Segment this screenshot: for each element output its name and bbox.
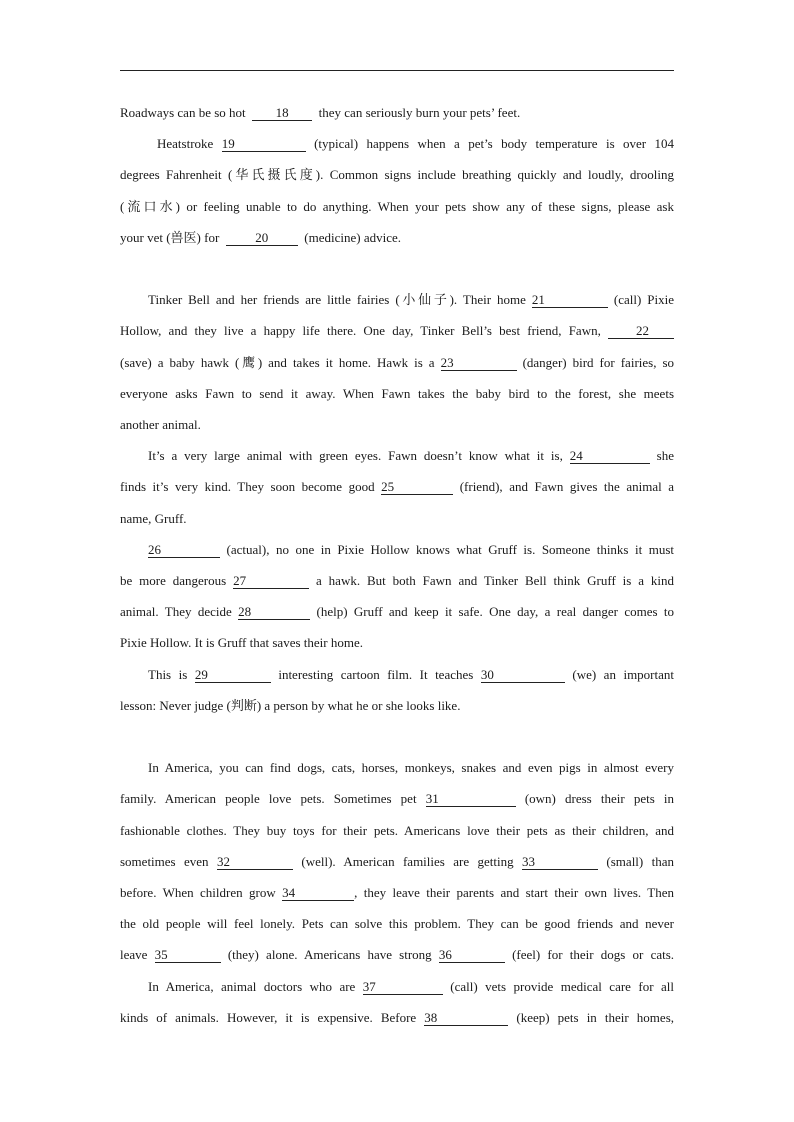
text-line — [120, 347, 674, 378]
text-line: (流口水) or feeling unable to do anything. When your pets show any of these signs, please ask — [120, 198, 674, 214]
text-line — [120, 222, 674, 253]
text-line — [120, 97, 674, 128]
text-segment: , they leave their parents and start their own lives. Then — [354, 885, 674, 901]
blank-34: 34 — [282, 886, 354, 901]
blank-28: 28 — [238, 605, 310, 620]
text-line — [120, 471, 674, 502]
text-segment: (danger) bird for fairies, so — [522, 354, 675, 370]
text-segment: (we) an important — [572, 666, 675, 682]
text-line — [120, 846, 674, 877]
text-segment: (actual), no one in Pixie Hollow knows what Gruff is. Someone thinks it must — [226, 541, 674, 557]
blank-25: 25 — [381, 480, 453, 495]
blank-38: 38 — [424, 1011, 508, 1026]
blank-35: 35 — [155, 948, 221, 963]
text-segment: (help) Gruff and keep it safe. One day, a real danger comes to — [316, 604, 675, 620]
text-line — [120, 128, 674, 159]
text-segment: she — [656, 448, 675, 464]
text-line: In America, you can find dogs, cats, horses, monkeys, snakes and even pigs in almost every — [148, 760, 674, 776]
text-line: Pixie Hollow. It is Gruff that saves their home. — [120, 635, 363, 651]
blank-19: 19 — [222, 137, 306, 152]
text-segment: family. American people love pets. Sometimes pet — [120, 791, 417, 807]
text-line — [120, 971, 674, 1002]
text-segment: This is — [148, 666, 188, 682]
blank-30: 30 — [481, 668, 565, 683]
text-line — [120, 315, 674, 346]
text-segment: they can seriously burn your pets’ feet. — [318, 105, 521, 120]
text-segment: (call) Pixie — [613, 292, 674, 308]
blank-24: 24 — [570, 449, 650, 464]
blank-32: 32 — [217, 855, 293, 870]
text-segment: kinds of animals. However, it is expensive. Before — [120, 1009, 417, 1025]
blank-21: 21 — [532, 293, 608, 308]
header-rule — [120, 70, 674, 71]
text-line — [120, 939, 674, 970]
text-segment: (typical) happens when a pet’s body temperature is over 104 — [314, 136, 675, 152]
text-line — [120, 1002, 674, 1033]
blank-27: 27 — [233, 574, 309, 589]
text-line — [120, 284, 674, 315]
text-segment: your vet (兽医) for — [120, 229, 220, 245]
text-segment: be more dangerous — [120, 573, 227, 589]
text-segment: (call) vets provide medical care for all — [450, 978, 675, 994]
text-line — [120, 659, 674, 690]
text-line — [120, 877, 674, 908]
blank-37: 37 — [363, 980, 443, 995]
text-segment: Hollow, and they live a happy life there. One day, Tinker Bell’s best friend, Fawn, — [120, 323, 601, 339]
blank-20: 20 — [226, 231, 298, 246]
text-segment: (feel) for their dogs or cats. — [512, 947, 675, 963]
text-segment: (they) alone. Americans have strong — [227, 947, 432, 963]
text-segment: (well). American families are getting — [301, 853, 514, 869]
text-segment: Heatstroke — [157, 136, 214, 152]
text-segment: (own) dress their pets in — [524, 791, 675, 807]
text-segment: Roadways can be so hot — [120, 105, 246, 120]
text-line — [120, 783, 674, 814]
text-segment: animal. They decide — [120, 604, 232, 620]
text-line: everyone asks Fawn to send it away. When Fawn takes the baby bird to the forest, she meets — [120, 385, 674, 401]
text-segment: (medicine) advice. — [304, 229, 402, 245]
blank-18: 18 — [252, 106, 312, 121]
text-segment: (keep) pets in their homes, — [516, 1009, 675, 1025]
paragraph-gap — [120, 721, 674, 752]
text-segment: leave — [120, 947, 148, 963]
text-segment: before. When children grow — [120, 885, 276, 901]
text-segment: a hawk. But both Fawn and Tinker Bell think Gruff is a kind — [316, 573, 675, 589]
text-line: the old people will feel lonely. Pets can solve this problem. They can be good friends and never — [120, 916, 674, 932]
text-line: name, Gruff. — [120, 510, 187, 526]
text-line: another animal. — [120, 417, 201, 433]
blank-23: 23 — [441, 356, 517, 371]
text-segment: (friend), and Fawn gives the animal a — [459, 479, 675, 495]
text-line: degrees Fahrenheit (华氏摄氏度). Common signs include breathing quickly and loudly, drooling — [120, 167, 674, 183]
blank-33: 33 — [522, 855, 598, 870]
blank-26: 26 — [148, 543, 220, 558]
blank-31: 31 — [426, 792, 516, 807]
text-line — [120, 565, 674, 596]
text-segment: It’s a very large animal with green eyes. Fawn doesn’t know what it is, — [148, 448, 563, 464]
blank-22: 22 — [608, 324, 674, 339]
paragraph-gap — [120, 253, 674, 284]
text-segment: finds it’s very kind. They soon become good — [120, 479, 375, 495]
text-segment: (save) a baby hawk (鹰) and takes it home. Hawk is a — [120, 354, 435, 370]
text-segment: (small) than — [606, 853, 675, 869]
text-line: lesson: Never judge (判断) a person by what he or she looks like. — [120, 697, 461, 713]
text-line — [120, 440, 674, 471]
text-segment: In America, animal doctors who are — [148, 978, 356, 994]
text-line — [120, 596, 674, 627]
text-segment: Tinker Bell and her friends are little fairies (小仙子). Their home — [148, 292, 526, 308]
text-line: fashionable clothes. They buy toys for their pets. Americans love their pets as their children, and — [120, 822, 674, 838]
text-segment: sometimes even — [120, 853, 209, 869]
blank-36: 36 — [439, 948, 505, 963]
text-segment: interesting cartoon film. It teaches — [278, 666, 474, 682]
blank-29: 29 — [195, 668, 271, 683]
document-body — [120, 97, 674, 1033]
text-line — [120, 534, 674, 565]
